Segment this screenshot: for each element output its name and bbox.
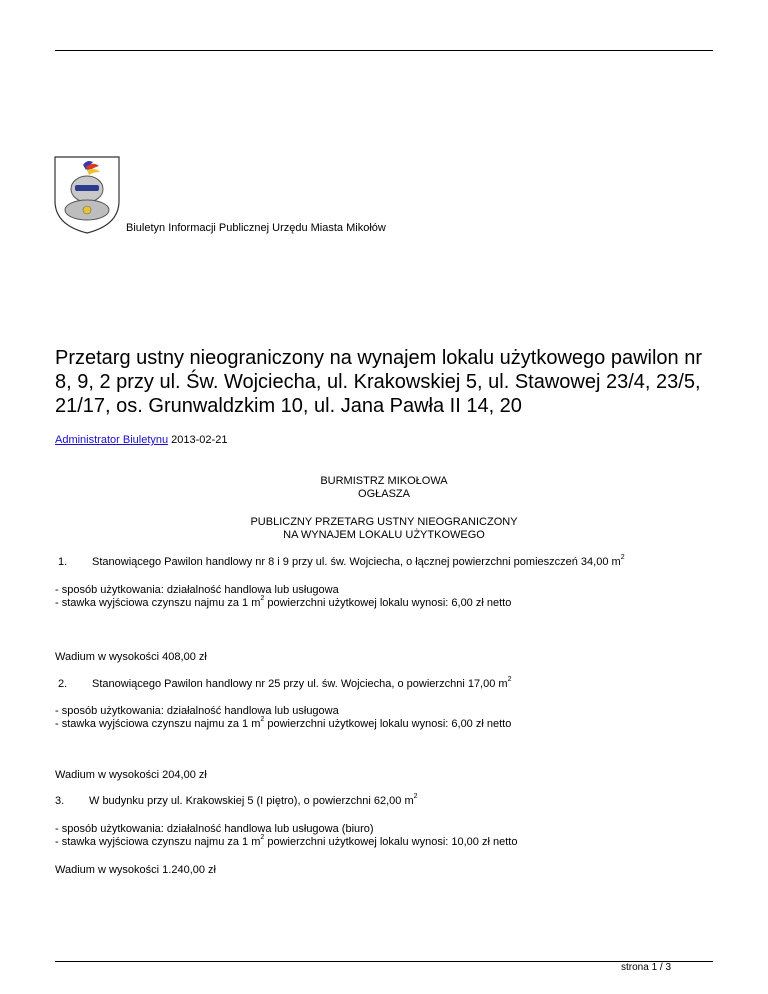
item-2-rate: [55, 718, 511, 731]
item-2-rate-before: - stawka wyjściowa czynszu najmu za 1 m: [55, 718, 261, 730]
page-title: Przetarg ustny nieograniczony na wynajem lokalu użytkowego pawilon nr 8, 9, 2 przy ul. Św. Wojciecha, ul. Krakowskiej 5, ul. Stawowej 23/4, 23/5, 21/17, os. Grunwaldzkim 10, ul. Jana Pawła II 14, 20: [55, 347, 703, 417]
publish-date: 2013-02-21: [171, 434, 228, 446]
item-3-rate: [55, 836, 517, 849]
item-1-area-sup: 2: [620, 554, 625, 562]
announcement-line-2: OGŁASZA: [358, 488, 410, 500]
item-3-deposit: Wadium w wysokości 1.240,00 zł: [55, 864, 216, 876]
item-2-area-sup: 2: [507, 676, 512, 684]
item-1-rate-before: - stawka wyjściowa czynszu najmu za 1 m: [55, 597, 261, 609]
item-1-usage: - sposób użytkowania: działalność handlowa lub usługowa: [55, 584, 339, 596]
item-1-heading: [58, 556, 625, 569]
item-1-rate-after: powierzchni użytkowej lokalu wynosi: 6,00 zł netto: [264, 597, 512, 609]
item-3-heading: [55, 795, 418, 808]
page-number: strona 1 / 3: [621, 962, 672, 973]
announcement-line-3: PUBLICZNY PRZETARG USTNY NIEOGRANICZONY: [250, 516, 518, 528]
announcement-line-1: BURMISTRZ MIKOŁOWA: [320, 475, 448, 487]
item-3-area-sup: 2: [413, 793, 418, 801]
item-2-description: Stanowiącego Pawilon handlowy nr 25 przy ul. św. Wojciecha, o powierzchni 17,00 m: [92, 678, 508, 690]
announcement-line-4: NA WYNAJEM LOKALU UŻYTKOWEGO: [283, 529, 485, 541]
item-1-deposit: Wadium w wysokości 408,00 zł: [55, 651, 207, 663]
item-3-usage: - sposób użytkowania: działalność handlowa lub usługowa (biuro): [55, 823, 374, 835]
item-2-usage: - sposób użytkowania: działalność handlowa lub usługowa: [55, 705, 339, 717]
top-rule: [55, 50, 713, 51]
coat-of-arms-logo: [53, 155, 121, 235]
item-2-rate-after: powierzchni użytkowej lokalu wynosi: 6,00 zł netto: [264, 718, 512, 730]
item-3-rate-before: - stawka wyjściowa czynszu najmu za 1 m: [55, 836, 261, 848]
item-2-deposit: Wadium w wysokości 204,00 zł: [55, 769, 207, 781]
author-link[interactable]: Administrator Biuletynu: [55, 434, 169, 446]
item-1-rate: [55, 597, 511, 610]
item-3-rate-after: powierzchni użytkowej lokalu wynosi: 10,00 zł netto: [264, 836, 518, 848]
item-1-description: Stanowiącego Pawilon handlowy nr 8 i 9 przy ul. św. Wojciecha, o łącznej powierzchni pomieszczeń 34,00 m: [92, 556, 621, 568]
item-2-heading: [58, 678, 511, 691]
item-2-number: 2.: [58, 678, 68, 690]
item-3-description: W budynku przy ul. Krakowskiej 5 (I piętro), o powierzchni 62,00 m: [89, 795, 414, 807]
item-2-rate-sup: 2: [260, 716, 265, 724]
bottom-rule: [55, 961, 713, 962]
item-3-rate-sup: 2: [260, 834, 265, 842]
item-1-number: 1.: [58, 556, 68, 568]
item-3-number: 3.: [55, 795, 65, 807]
bip-header-title: Biuletyn Informacji Publicznej Urzędu Miasta Mikołów: [126, 222, 386, 234]
item-1-rate-sup: 2: [260, 595, 265, 603]
author-line: [55, 434, 227, 447]
